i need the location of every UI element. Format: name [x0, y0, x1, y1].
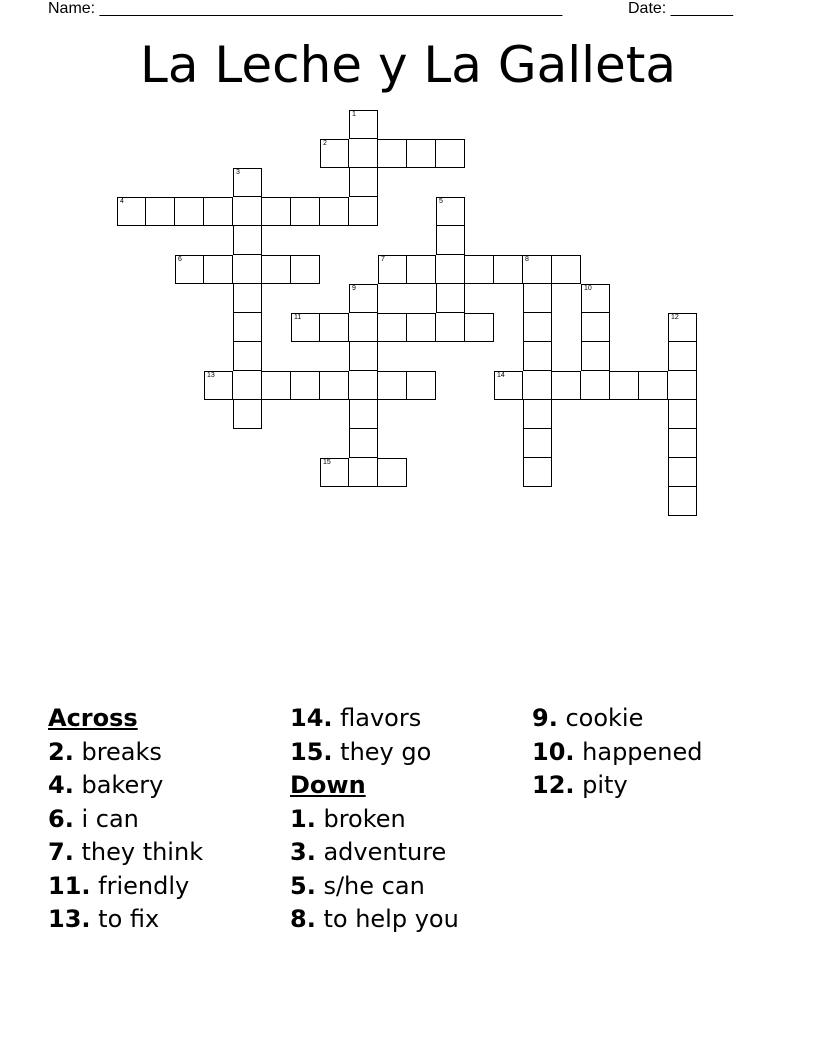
- grid-cell[interactable]: [349, 342, 378, 371]
- grid-cell[interactable]: [523, 400, 552, 429]
- clue-number: 12.: [532, 771, 575, 799]
- cell-number: 9: [352, 285, 356, 292]
- grid-cell[interactable]: [581, 342, 610, 371]
- grid-cell[interactable]: [320, 371, 349, 400]
- clue-number: 5.: [290, 871, 316, 900]
- clue-text: flavors: [340, 704, 422, 732]
- down-clue-8: [290, 903, 459, 937]
- across-clue-14: [290, 702, 459, 736]
- clue-text: they go: [340, 737, 432, 766]
- down-clue-9: [532, 702, 703, 736]
- grid-cell[interactable]: [581, 371, 610, 400]
- clue-number: 1.: [290, 804, 316, 833]
- clue-text: pity: [582, 771, 628, 799]
- grid-cell[interactable]: [581, 313, 610, 342]
- grid-cell[interactable]: [320, 458, 349, 487]
- down-clue-10: [532, 736, 703, 770]
- grid-cell[interactable]: [523, 284, 552, 313]
- clue-number: 6.: [48, 804, 74, 833]
- grid-cell[interactable]: [552, 255, 581, 284]
- grid-cell[interactable]: [407, 255, 436, 284]
- grid-cell[interactable]: [349, 371, 378, 400]
- clue-text: bakery: [81, 771, 164, 799]
- grid-cell[interactable]: [407, 139, 436, 168]
- grid-cell[interactable]: [233, 371, 262, 400]
- clue-text: broken: [323, 804, 406, 833]
- grid-cell[interactable]: [233, 168, 262, 197]
- across-clue-4: [48, 769, 203, 803]
- grid-cell[interactable]: [291, 255, 320, 284]
- cell-number: 7: [381, 256, 385, 263]
- grid-cell[interactable]: [610, 371, 639, 400]
- grid-cell[interactable]: [291, 197, 320, 226]
- grid-cell[interactable]: [436, 255, 465, 284]
- grid-cell[interactable]: [378, 458, 407, 487]
- grid-cell[interactable]: [262, 371, 291, 400]
- clue-text: cookie: [565, 704, 644, 732]
- cell-number: 6: [178, 256, 182, 263]
- clue-text: i can: [81, 804, 139, 833]
- grid-cell[interactable]: [146, 197, 175, 226]
- grid-cell[interactable]: [320, 197, 349, 226]
- grid-cell[interactable]: [349, 284, 378, 313]
- clue-text: s/he can: [323, 871, 425, 900]
- clue-text: friendly: [98, 871, 190, 900]
- cell-number: 4: [120, 198, 124, 205]
- down-clue-5: [290, 870, 459, 904]
- cell-number: 12: [671, 314, 679, 321]
- grid-cell[interactable]: [494, 255, 523, 284]
- cell-number: 10: [584, 285, 592, 292]
- grid-cell[interactable]: [523, 342, 552, 371]
- grid-cell[interactable]: [320, 313, 349, 342]
- across-clue-7: [48, 836, 203, 870]
- cell-number: 13: [207, 372, 215, 379]
- cell-number: 1: [352, 111, 356, 118]
- grid-cell[interactable]: [639, 371, 668, 400]
- down-heading: Down: [290, 771, 366, 799]
- grid-cell[interactable]: [204, 255, 233, 284]
- grid-cell[interactable]: [407, 313, 436, 342]
- grid-cell[interactable]: [523, 458, 552, 487]
- grid-cell[interactable]: [407, 371, 436, 400]
- grid-cell[interactable]: [552, 371, 581, 400]
- grid-cell[interactable]: [465, 313, 494, 342]
- cell-number: 11: [294, 314, 302, 321]
- grid-cell[interactable]: [349, 429, 378, 458]
- grid-cell[interactable]: [668, 487, 697, 516]
- down-clue-3: [290, 836, 459, 870]
- grid-cell[interactable]: [175, 197, 204, 226]
- clue-number: 10.: [532, 737, 575, 766]
- cell-number: 8: [525, 256, 529, 263]
- grid-cell[interactable]: [233, 226, 262, 255]
- across-clue-13: [48, 903, 203, 937]
- grid-cell[interactable]: [233, 400, 262, 429]
- grid-cell[interactable]: [233, 313, 262, 342]
- clue-number: 13.: [48, 905, 91, 933]
- clue-number: 7.: [48, 838, 74, 866]
- grid-cell[interactable]: [349, 400, 378, 429]
- grid-cell[interactable]: [349, 313, 378, 342]
- clue-column-3: [532, 702, 703, 803]
- clue-text: breaks: [81, 737, 162, 766]
- grid-cell[interactable]: [349, 197, 378, 226]
- grid-cell[interactable]: [523, 371, 552, 400]
- grid-cell[interactable]: [436, 284, 465, 313]
- grid-cell[interactable]: [378, 371, 407, 400]
- grid-cell[interactable]: [436, 197, 465, 226]
- date-field-label: Date: _______: [628, 0, 733, 17]
- clue-number: 3.: [290, 838, 316, 866]
- grid-cell[interactable]: [668, 342, 697, 371]
- grid-cell[interactable]: [262, 197, 291, 226]
- grid-cell[interactable]: [378, 255, 407, 284]
- clue-number: 4.: [48, 771, 74, 799]
- clue-number: 14.: [290, 704, 333, 732]
- grid-cell[interactable]: [494, 371, 523, 400]
- clue-number: 15.: [290, 737, 333, 766]
- name-field-label: Name: ____________________________________________________: [48, 0, 563, 17]
- across-clue-15: [290, 736, 459, 770]
- grid-cell[interactable]: [233, 284, 262, 313]
- grid-cell[interactable]: [581, 284, 610, 313]
- clue-column-1: [48, 702, 203, 937]
- page-title: La Leche y La Galleta: [139, 36, 676, 94]
- grid-cell[interactable]: [291, 313, 320, 342]
- grid-cell[interactable]: [349, 139, 378, 168]
- clue-number: 2.: [48, 737, 74, 766]
- clue-text: happened: [582, 737, 703, 766]
- down-clue-1: [290, 803, 459, 837]
- clue-text: they think: [81, 838, 204, 866]
- cell-number: 2: [323, 140, 327, 147]
- grid-cell[interactable]: [465, 255, 494, 284]
- clue-number: 9.: [532, 704, 558, 732]
- grid-cell[interactable]: [523, 313, 552, 342]
- grid-cell[interactable]: [117, 197, 146, 226]
- down-clue-12: [532, 769, 703, 803]
- cell-number: 15: [323, 459, 331, 466]
- grid-cell[interactable]: [668, 458, 697, 487]
- clue-number: 8.: [290, 905, 316, 933]
- grid-cell[interactable]: [523, 429, 552, 458]
- clue-number: 11.: [48, 871, 91, 900]
- grid-cell[interactable]: [378, 313, 407, 342]
- across-clue-6: [48, 803, 203, 837]
- grid-cell[interactable]: [233, 197, 262, 226]
- clue-text: to fix: [98, 905, 160, 933]
- grid-cell[interactable]: [523, 255, 552, 284]
- grid-cell[interactable]: [349, 168, 378, 197]
- grid-cell[interactable]: [204, 197, 233, 226]
- grid-cell[interactable]: [668, 371, 697, 400]
- grid-cell[interactable]: [436, 139, 465, 168]
- across-heading: Across: [48, 704, 138, 732]
- grid-cell[interactable]: [320, 139, 349, 168]
- grid-cell[interactable]: [668, 429, 697, 458]
- grid-cell[interactable]: [262, 255, 291, 284]
- grid-cell[interactable]: [436, 226, 465, 255]
- grid-cell[interactable]: [378, 139, 407, 168]
- clue-text: adventure: [323, 838, 447, 866]
- grid-cell[interactable]: [291, 371, 320, 400]
- grid-cell[interactable]: [668, 400, 697, 429]
- across-clue-11: [48, 870, 203, 904]
- grid-cell[interactable]: [175, 255, 204, 284]
- grid-cell[interactable]: [233, 255, 262, 284]
- across-clue-2: [48, 736, 203, 770]
- grid-cell[interactable]: [233, 342, 262, 371]
- grid-cell[interactable]: [349, 110, 378, 139]
- grid-cell[interactable]: [204, 371, 233, 400]
- cell-number: 5: [439, 198, 443, 205]
- grid-cell[interactable]: [668, 313, 697, 342]
- cell-number: 3: [236, 169, 240, 176]
- cell-number: 14: [497, 372, 505, 379]
- grid-cell[interactable]: [349, 458, 378, 487]
- grid-cell[interactable]: [436, 313, 465, 342]
- clue-text: to help you: [323, 905, 459, 933]
- clue-column-2: [290, 702, 459, 937]
